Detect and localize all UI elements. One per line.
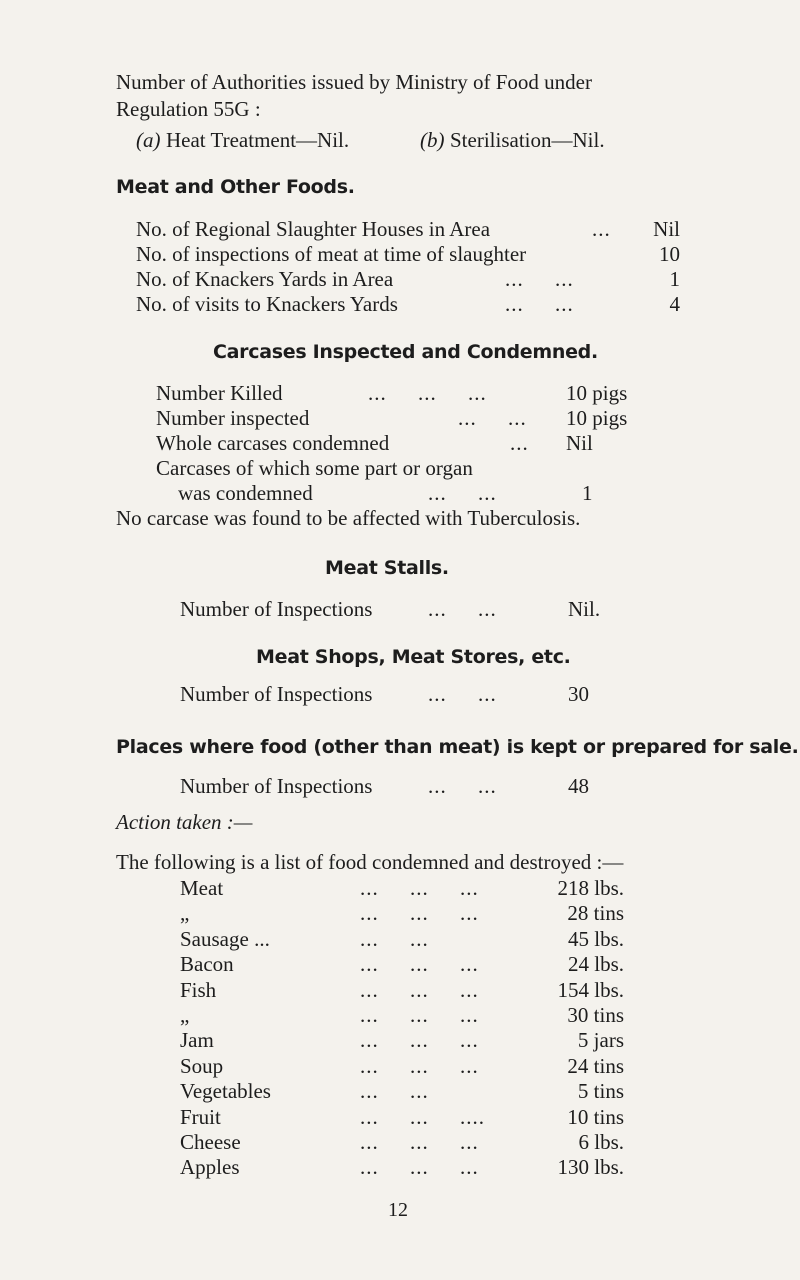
whole-condemned-dots: ...: [510, 431, 529, 455]
partial-condemned-line-2: was condemned: [178, 481, 313, 505]
number-inspected-label: Number inspected: [156, 406, 310, 430]
food-item-quantity: 28 tins: [567, 901, 624, 925]
item-b-label: (b): [420, 128, 445, 152]
food-item-name: „: [180, 901, 190, 925]
whole-condemned-value: Nil: [566, 431, 593, 455]
food-item-name: Sausage ...: [180, 927, 270, 951]
meat-stalls-dots: ... ...: [428, 597, 497, 621]
meat-shops-heading: Meat Shops, Meat Stores, etc.: [256, 646, 571, 668]
tuberculosis-note: No carcase was found to be affected with Tuberculosis.: [116, 506, 581, 530]
food-item-name: Jam: [180, 1028, 214, 1052]
slaughter-houses-dots: ...: [592, 217, 611, 241]
whole-condemned-label: Whole carcases condemned: [156, 431, 390, 455]
food-item-name: Bacon: [180, 952, 234, 976]
food-item-quantity: 6 lbs.: [578, 1130, 624, 1154]
food-item-quantity: 130 lbs.: [557, 1155, 624, 1179]
food-item-dots: ... ... ...: [360, 978, 479, 1002]
item-a-label: (a): [136, 128, 161, 152]
food-item-quantity: 218 lbs.: [557, 876, 624, 900]
meat-stalls-value: Nil.: [568, 597, 601, 621]
food-item-quantity: 24 tins: [567, 1054, 624, 1078]
food-item-dots: ... ... ...: [360, 1054, 479, 1078]
knackers-yards-value: 1: [669, 267, 680, 291]
food-item-dots: ... ... ...: [360, 901, 479, 925]
partial-condemned-line-1: Carcases of which some part or organ: [156, 456, 473, 480]
visits-knackers-value: 4: [669, 292, 680, 316]
food-item-name: Fruit: [180, 1105, 221, 1129]
food-item-quantity: 30 tins: [567, 1003, 624, 1027]
inspections-slaughter-value: 10: [659, 242, 680, 266]
food-item-dots: ... ... ...: [360, 1155, 479, 1179]
food-item-dots: ... ... ...: [360, 952, 479, 976]
food-item-quantity: 5 tins: [577, 1079, 624, 1103]
condemned-list-intro: The following is a list of food condemned and destroyed :—: [116, 850, 624, 874]
knackers-yards-dots: ... ...: [505, 267, 574, 291]
partial-condemned-dots: ... ...: [428, 481, 497, 505]
number-killed-label: Number Killed: [156, 381, 283, 405]
slaughter-houses-value: Nil: [653, 217, 680, 241]
meat-shops-dots: ... ...: [428, 682, 497, 706]
number-inspected-value: 10 pigs: [566, 406, 628, 430]
food-item-name: „: [180, 1003, 190, 1027]
meat-stalls-label: Number of Inspections: [180, 597, 373, 621]
food-item-quantity: 10 tins: [567, 1105, 624, 1129]
intro-line-1: Number of Authorities issued by Ministry of Food under: [116, 70, 592, 94]
food-item-quantity: 154 lbs.: [557, 978, 624, 1002]
food-item-dots: ... ... ...: [360, 876, 479, 900]
action-taken-heading: Action taken :—: [116, 810, 253, 834]
food-item-name: Cheese: [180, 1130, 241, 1154]
partial-condemned-value: 1: [582, 481, 593, 505]
meat-other-heading: Meat and Other Foods.: [116, 176, 355, 198]
food-item-quantity: 24 lbs.: [567, 952, 624, 976]
food-item-dots: ... ... ....: [360, 1105, 485, 1129]
food-item-dots: ... ... ...: [360, 1130, 479, 1154]
number-killed-value: 10 pigs: [566, 381, 628, 405]
meat-shops-label: Number of Inspections: [180, 682, 373, 706]
food-item-name: Soup: [180, 1054, 224, 1078]
knackers-yards-label: No. of Knackers Yards in Area: [136, 267, 394, 291]
food-item-name: Vegetables: [180, 1079, 271, 1103]
places-heading: Places where food (other than meat) is kept or prepared for sale.: [116, 736, 799, 758]
intro-line-2: Regulation 55G :: [116, 97, 261, 121]
food-item-quantity: 5 jars: [577, 1028, 624, 1052]
places-label: Number of Inspections: [180, 774, 373, 798]
food-item-dots: ... ... ...: [360, 1003, 479, 1027]
food-item-name: Meat: [180, 876, 224, 900]
food-item-dots: ... ...: [360, 927, 429, 951]
meat-shops-value: 30: [568, 682, 589, 706]
food-item-dots: ... ...: [360, 1079, 429, 1103]
page-number: 12: [388, 1199, 408, 1221]
places-value: 48: [568, 774, 589, 798]
visits-knackers-dots: ... ...: [505, 292, 574, 316]
food-item-name: Fish: [180, 978, 217, 1002]
carcases-heading: Carcases Inspected and Condemned.: [213, 341, 598, 363]
inspections-slaughter-label: No. of inspections of meat at time of slaughter: [136, 242, 527, 266]
food-item-name: Apples: [180, 1155, 240, 1179]
places-dots: ... ...: [428, 774, 497, 798]
slaughter-houses-label: No. of Regional Slaughter Houses in Area: [136, 217, 491, 241]
item-a-text: Heat Treatment—Nil.: [166, 128, 350, 152]
food-item-quantity: 45 lbs.: [567, 927, 624, 951]
number-inspected-dots: ... ...: [458, 406, 527, 430]
number-killed-dots: ... ... ...: [368, 381, 487, 405]
visits-knackers-label: No. of visits to Knackers Yards: [136, 292, 398, 316]
meat-stalls-heading: Meat Stalls.: [325, 557, 449, 579]
food-item-dots: ... ... ...: [360, 1028, 479, 1052]
item-b-text: Sterilisation—Nil.: [450, 128, 605, 152]
